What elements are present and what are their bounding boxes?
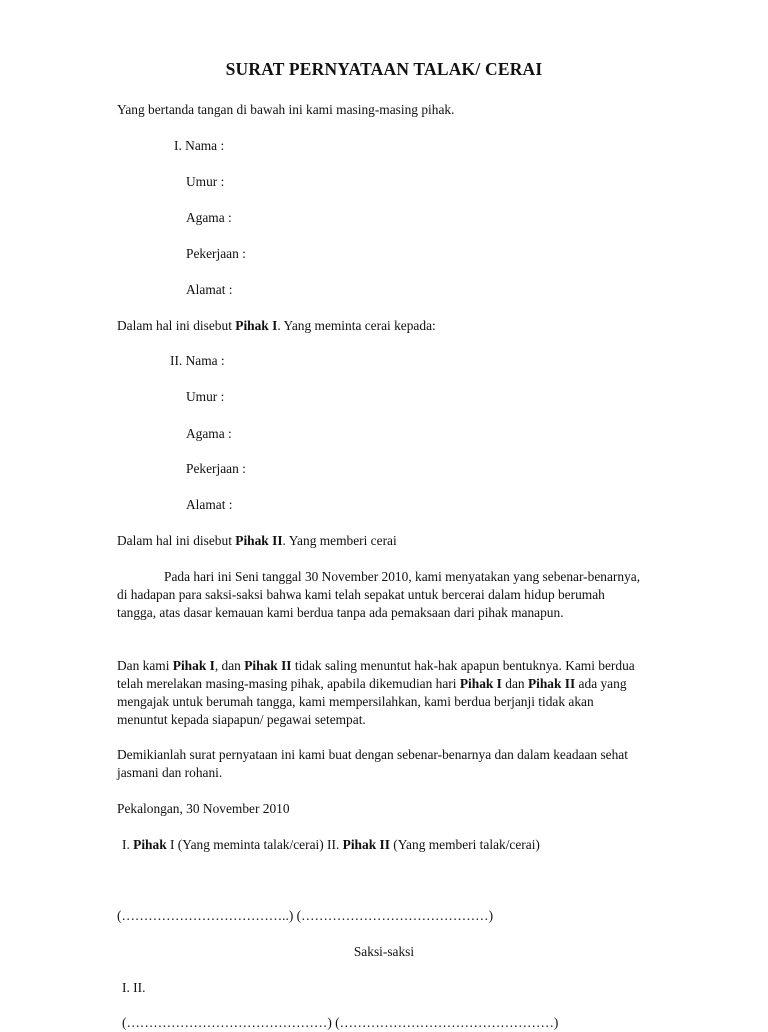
party1-religion-label: Agama :	[186, 210, 232, 225]
document-title: SURAT PERNYATAAN TALAK/ CERAI	[225, 59, 543, 79]
party2-address-label: Alamat :	[186, 497, 233, 512]
witness-numbers: I. II.	[122, 980, 146, 995]
party2-age-label: Umur :	[186, 389, 225, 404]
party2-occupation-label: Pekerjaan :	[186, 461, 246, 476]
party1-age-label: Umur :	[186, 174, 225, 189]
party2-description: Dalam hal ini disebut Pihak II. Yang memberi cerai	[117, 533, 397, 548]
statement-paragraph: Pada hari ini Seni tanggal 30 November 2010, kami menyatakan yang sebenar-benarnya, di hadapan para saksi-saksi bahwa kami telah sepakat untuk bercerai dalam hidup berumah tangga, atas dasar kemauan kami berdua tanpa ada pemaksaan dari pihak manapun.	[117, 569, 641, 620]
signers-line: I. Pihak I (Yang meminta talak/cerai) II. Pihak II (Yang memberi talak/cerai)	[122, 837, 540, 852]
closing-paragraph: Demikianlah surat pernyataan ini kami buat dengan sebenar-benarnya dan dalam keadaan sehat jasmani dan rohani.	[117, 747, 628, 780]
place-date: Pekalongan, 30 November 2010	[117, 801, 290, 816]
party1-occupation-label: Pekerjaan :	[186, 246, 246, 261]
party2-religion-label: Agama :	[186, 426, 232, 441]
party1-address-label: Alamat :	[186, 282, 233, 297]
witness-signature-lines: (………………………………………) (…………………………………………)	[122, 1015, 559, 1030]
party1-name-label: I. Nama :	[174, 138, 225, 153]
no-claims-paragraph: Dan kami Pihak I, dan Pihak II tidak saling menuntut hak-hak apapun bentuknya. Kami berdua telah merelakan masing-masing pihak, apabila dikemudian hari Pihak I dan Pihak II ada yang mengajak untuk berumah tangga, kami mempersilahkan, kami berdua berjanji tidak akan menuntut kepada siapapun/ pegawai setempat.	[117, 658, 635, 727]
witness-heading: Saksi-saksi	[353, 944, 415, 959]
party1-description: Dalam hal ini disebut Pihak I. Yang meminta cerai kepada:	[117, 318, 436, 333]
signature-lines: (………………………………..) (……………………………………)	[117, 908, 494, 923]
intro-text: Yang bertanda tangan di bawah ini kami masing-masing pihak.	[117, 102, 455, 117]
party2-name-label: II. Nama :	[170, 353, 225, 368]
